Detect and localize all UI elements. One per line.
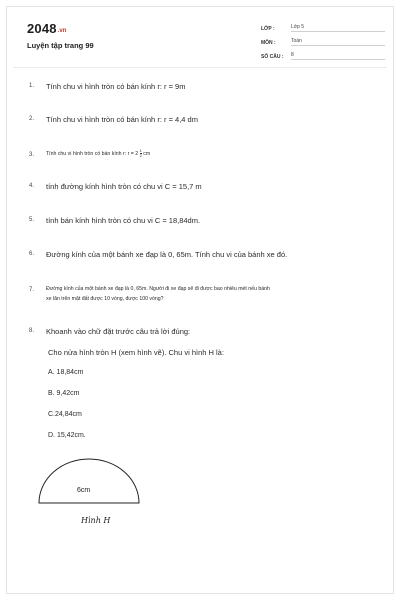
meta-class-value: Lớp 5: [291, 24, 385, 32]
question-text: Khoanh vào chữ đặt trước câu trả lời đúng:: [46, 327, 191, 336]
fraction-denominator: 2: [139, 153, 142, 159]
meta-subject-value: Toán: [291, 38, 385, 46]
question-text-line-1: Đường kính của một bánh xe đạp là 0, 65m. Người đi xe đạp sẽ đi được bao nhiêu mét nếu bánh: [46, 286, 270, 292]
question-8: [29, 327, 190, 336]
question-8-prompt: Cho nửa hình tròn H (xem hình vẽ). Chu vi hình H là:: [48, 348, 224, 357]
question-6: [29, 250, 287, 259]
meta-subject: [261, 38, 385, 46]
logo-suffix: .vn: [57, 28, 67, 34]
question-number: 2.: [29, 116, 35, 122]
semicircle-shape: [37, 457, 147, 513]
diameter-label: 6cm: [77, 487, 91, 494]
question-text-before: Tính chu vi hình tròn có bán kính r: r = 2: [46, 151, 139, 157]
question-text: tính bán kính hình tròn có chu vi C = 18,84dm.: [46, 216, 201, 225]
question-3: [29, 149, 150, 160]
figure-caption: Hình H: [81, 516, 111, 525]
page-title: Luyện tập trang 99: [27, 41, 94, 50]
fraction-numerator: 1: [139, 148, 142, 154]
question-text: Tính chu vi hình tròn có bán kính r: r = 4,4 dm: [46, 115, 198, 124]
semicircle-figure: [37, 457, 147, 537]
meta-count-value: 8: [291, 52, 385, 60]
option-d[interactable]: D. 15,42cm.: [48, 432, 86, 439]
site-logo[interactable]: [27, 21, 66, 36]
question-7: [29, 284, 270, 304]
question-number: 7.: [29, 287, 35, 293]
question-4: [29, 182, 202, 191]
meta-class-label: LỚP :: [261, 26, 275, 32]
meta-count: [261, 52, 385, 60]
worksheet: [6, 6, 394, 594]
fraction: [140, 149, 142, 158]
question-2: [29, 115, 198, 124]
question-text: [46, 149, 150, 160]
question-number: 5.: [29, 217, 35, 223]
question-text-after: cm: [143, 151, 151, 157]
option-b[interactable]: B. 9,42cm: [48, 390, 80, 397]
question-number: 3.: [29, 152, 35, 158]
question-number: 8.: [29, 328, 35, 334]
question-number: 1.: [29, 83, 35, 89]
header-divider: [13, 67, 387, 68]
question-text-line-2: xe lăn trên mặt đất được 10 vòng, được 100 vòng?: [46, 296, 164, 302]
question-1: [29, 82, 185, 91]
question-text: Đường kính của một bánh xe đạp là 0, 65m. Tính chu vi của bánh xe đó.: [46, 250, 288, 259]
question-5: [29, 216, 200, 225]
question-number: 4.: [29, 183, 35, 189]
meta-count-label: SỐ CÂU :: [261, 54, 284, 60]
question-text: Tính chu vi hình tròn có bán kính r: r = 9m: [46, 82, 186, 91]
meta-subject-label: MÔN :: [261, 40, 276, 46]
meta-class: [261, 24, 385, 32]
logo-number: 2048: [27, 21, 57, 36]
question-text: tính đường kính hình tròn có chu vi C = 15,7 m: [46, 182, 202, 191]
option-a[interactable]: A. 18,84cm: [48, 369, 84, 376]
question-number: 6.: [29, 251, 35, 257]
option-c[interactable]: C.24,84cm: [48, 411, 82, 418]
question-text: [46, 284, 270, 304]
